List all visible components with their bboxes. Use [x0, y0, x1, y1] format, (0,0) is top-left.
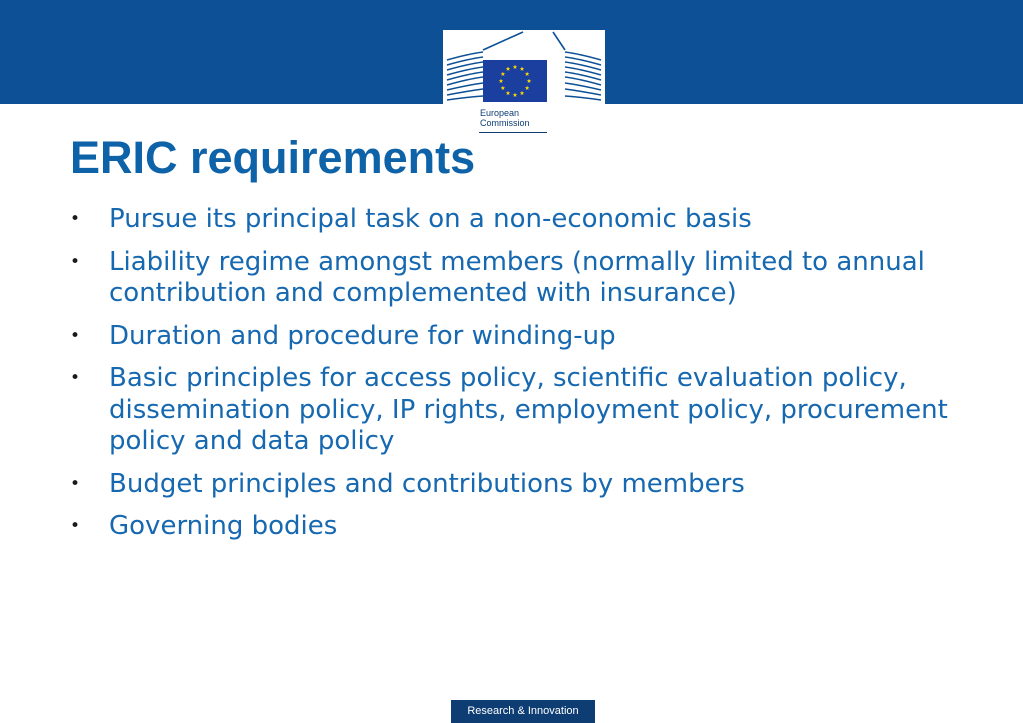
logo-text	[480, 108, 560, 128]
slide-title: ERIC requirements	[70, 132, 476, 183]
bullet-item	[70, 363, 990, 458]
bullet-text: Budget principles and contributions by members	[109, 468, 745, 499]
bullet-icon: •	[70, 325, 81, 346]
bullet-text: Pursue its principal task on a non-economic basis	[109, 204, 752, 234]
footer-label: Research & Innovation	[451, 700, 595, 723]
bullet-icon: •	[70, 368, 81, 388]
berlaymont-emblem	[443, 30, 605, 110]
bullet-list	[70, 204, 990, 554]
logo-line-1: European	[480, 108, 520, 118]
bullet-item	[70, 469, 990, 501]
bullet-item	[70, 321, 990, 353]
bullet-text: Governing bodies	[109, 511, 338, 541]
bullet-icon: •	[70, 251, 81, 272]
logo-line-2: Commission	[480, 118, 530, 128]
bullet-text: Liability regime amongst members (normally limited to annual contribution and complemented with insurance)	[109, 246, 925, 308]
european-commission-logo	[443, 30, 605, 136]
bullet-text: Basic principles for access policy, scientific evaluation policy, dissemination policy, IP rights, employment policy, procurement policy and data policy	[109, 363, 948, 456]
bullet-icon: •	[70, 516, 81, 536]
bullet-item	[70, 511, 990, 543]
bullet-item	[70, 204, 990, 236]
bullet-icon: •	[70, 209, 81, 229]
logo-underline	[479, 132, 547, 133]
bullet-text: Duration and procedure for winding-up	[109, 320, 616, 351]
bullet-icon: •	[70, 473, 81, 494]
bullet-item	[70, 247, 990, 310]
